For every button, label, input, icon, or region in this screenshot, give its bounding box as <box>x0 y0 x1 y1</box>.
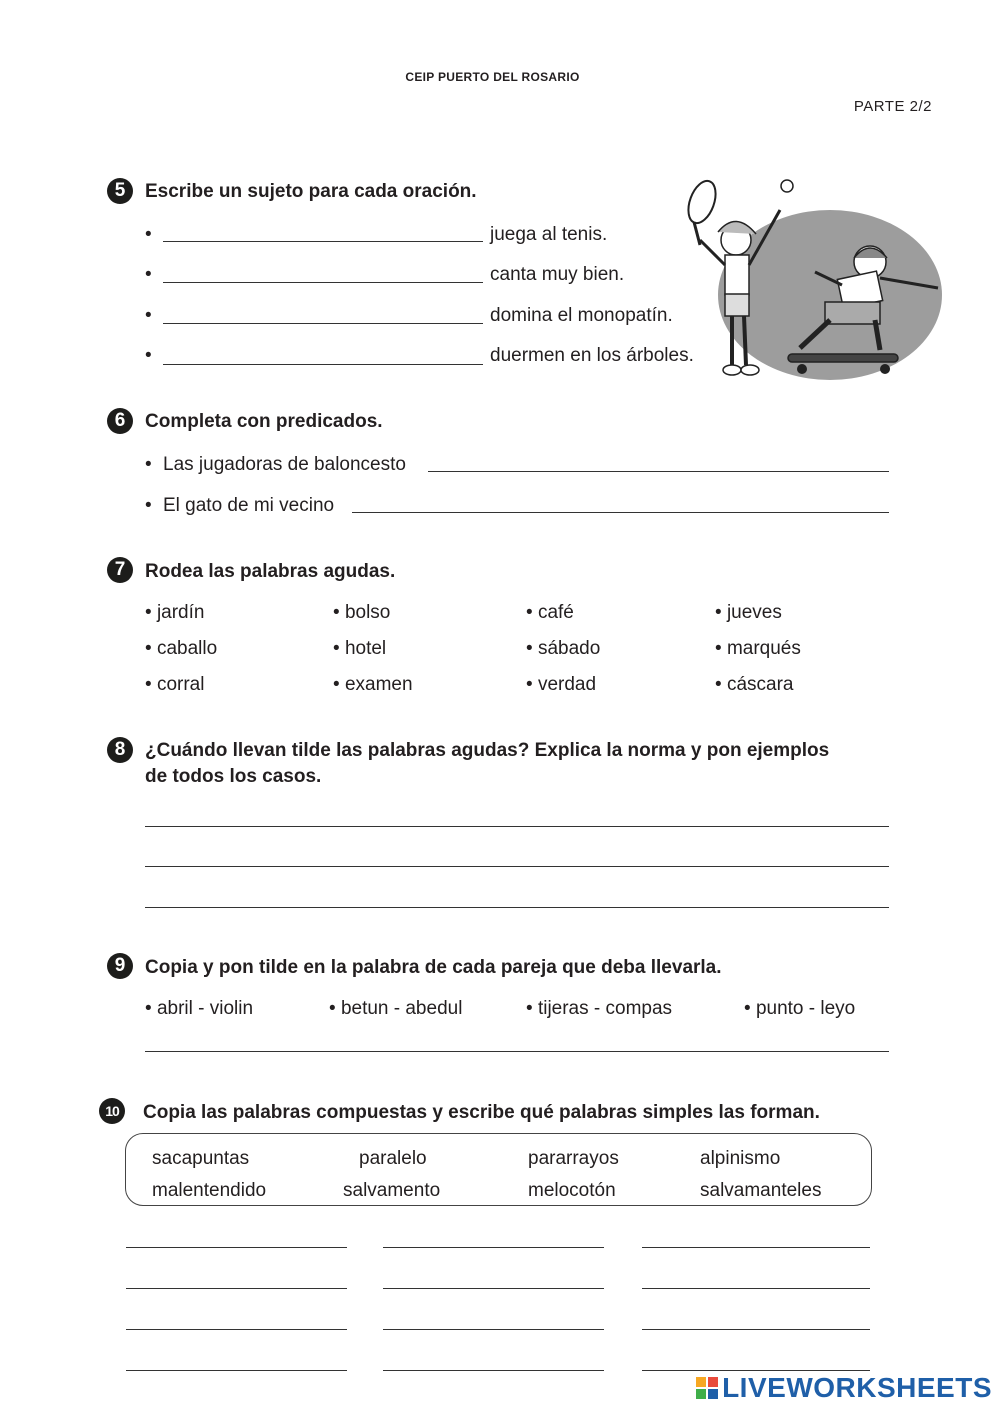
exercise-6-title: Completa con predicados. <box>145 411 383 432</box>
pair-item: • punto - leyo <box>744 998 856 1019</box>
answer-line-10[interactable] <box>126 1288 347 1289</box>
logo-text: LIVEWORKSHEETS <box>722 1372 992 1403</box>
word: jueves <box>726 602 782 623</box>
word-item[interactable]: • café <box>526 602 574 623</box>
bullet: • <box>145 305 152 326</box>
word-item[interactable]: • hotel <box>333 638 387 659</box>
exercise-5-item: duermen en los árboles. <box>490 345 694 366</box>
compound-word: sacapuntas <box>152 1148 250 1169</box>
exercise-number-9: 9 <box>107 953 133 979</box>
answer-line-8-3[interactable] <box>145 907 889 908</box>
word: caballo <box>156 638 218 659</box>
answer-line-10[interactable] <box>383 1329 604 1330</box>
exercise-5-item: juega al tenis. <box>490 224 608 245</box>
word-item[interactable]: • jueves <box>715 602 782 623</box>
liveworksheets-mark-icon <box>696 1377 718 1399</box>
answer-line-10[interactable] <box>383 1288 604 1289</box>
answer-line-5-4[interactable] <box>163 364 483 365</box>
exercise-9-title: Copia y pon tilde en la palabra de cada pareja que deba llevarla. <box>145 957 722 978</box>
exercise-number-7: 7 <box>107 557 133 583</box>
exercise-6-item: El gato de mi vecino <box>163 495 335 516</box>
word-item[interactable]: • cáscara <box>715 674 794 695</box>
compound-word: paralelo <box>359 1148 427 1169</box>
word: verdad <box>537 674 597 695</box>
word: marqués <box>726 638 801 659</box>
exercise-5-title: Escribe un sujeto para cada oración. <box>145 181 477 202</box>
bullet: • <box>145 454 152 475</box>
exercise-8-title: ¿Cuándo llevan tilde las palabras agudas? Explica la norma y pon ejemplos <box>145 740 830 761</box>
exercise-7-title: Rodea las palabras agudas. <box>145 561 396 582</box>
answer-line-8-2[interactable] <box>145 866 889 867</box>
pair-item: • tijeras - compas <box>526 998 673 1019</box>
exercise-number-5: 5 <box>107 178 133 204</box>
word: café <box>537 602 574 623</box>
word-item[interactable]: • corral <box>145 674 205 695</box>
answer-line-6-1[interactable] <box>428 471 889 472</box>
exercise-10-title: Copia las palabras compuestas y escribe qué palabras simples las forman. <box>143 1102 820 1123</box>
word-item[interactable]: • caballo <box>145 638 218 659</box>
page-part: PARTE 2/2 <box>853 98 932 115</box>
pair-item: • betun - abedul <box>329 998 463 1019</box>
exercise-number-8: 8 <box>107 737 133 763</box>
exercise-number-6: 6 <box>107 408 133 434</box>
answer-line-5-1[interactable] <box>163 241 483 242</box>
compound-word: alpinismo <box>700 1148 781 1169</box>
exercise-8-title-cont: de todos los casos. <box>145 766 322 787</box>
exercise-5-item: domina el monopatín. <box>490 305 673 326</box>
compound-word: pararrayos <box>528 1148 619 1169</box>
pair-item: • abril - violin <box>145 998 254 1019</box>
kids-playing-illustration <box>680 170 950 390</box>
answer-line-8-1[interactable] <box>145 826 889 827</box>
answer-line-10[interactable] <box>126 1247 347 1248</box>
answer-line-10[interactable] <box>126 1329 347 1330</box>
word: jardín <box>156 602 205 623</box>
answer-line-10[interactable] <box>642 1329 870 1330</box>
answer-line-10[interactable] <box>126 1370 347 1371</box>
answer-line-10[interactable] <box>642 1370 870 1371</box>
word: bolso <box>344 602 391 623</box>
bullet: • <box>145 495 152 516</box>
compound-word: salvamanteles <box>700 1180 822 1201</box>
bullet: • <box>145 264 152 285</box>
liveworksheets-logo <box>696 1372 992 1404</box>
word: sábado <box>537 638 601 659</box>
bullet: • <box>145 345 152 366</box>
school-name: CEIP PUERTO DEL ROSARIO <box>405 70 580 84</box>
word-item[interactable]: • jardín <box>145 602 205 623</box>
bullet: • <box>145 224 152 245</box>
answer-line-10[interactable] <box>642 1288 870 1289</box>
compound-word: malentendido <box>152 1180 267 1201</box>
answer-line-10[interactable] <box>383 1370 604 1371</box>
compound-word: salvamento <box>343 1180 441 1201</box>
word-item[interactable]: • verdad <box>526 674 597 695</box>
answer-line-9[interactable] <box>145 1051 889 1052</box>
answer-line-6-2[interactable] <box>352 512 889 513</box>
word-item[interactable]: • marqués <box>715 638 801 659</box>
exercise-5-item: canta muy bien. <box>490 264 625 285</box>
word-item[interactable]: • examen <box>333 674 413 695</box>
exercise-number-10: 10 <box>99 1098 125 1124</box>
answer-line-5-3[interactable] <box>163 323 483 324</box>
word: cáscara <box>726 674 794 695</box>
word-item[interactable]: • sábado <box>526 638 601 659</box>
word: examen <box>344 674 413 695</box>
answer-line-10[interactable] <box>642 1247 870 1248</box>
word: hotel <box>344 638 387 659</box>
word: corral <box>156 674 205 695</box>
answer-line-10[interactable] <box>383 1247 604 1248</box>
exercise-6-item: Las jugadoras de baloncesto <box>163 454 406 475</box>
word-item[interactable]: • bolso <box>333 602 391 623</box>
answer-line-5-2[interactable] <box>163 282 483 283</box>
compound-word: melocotón <box>528 1180 616 1201</box>
